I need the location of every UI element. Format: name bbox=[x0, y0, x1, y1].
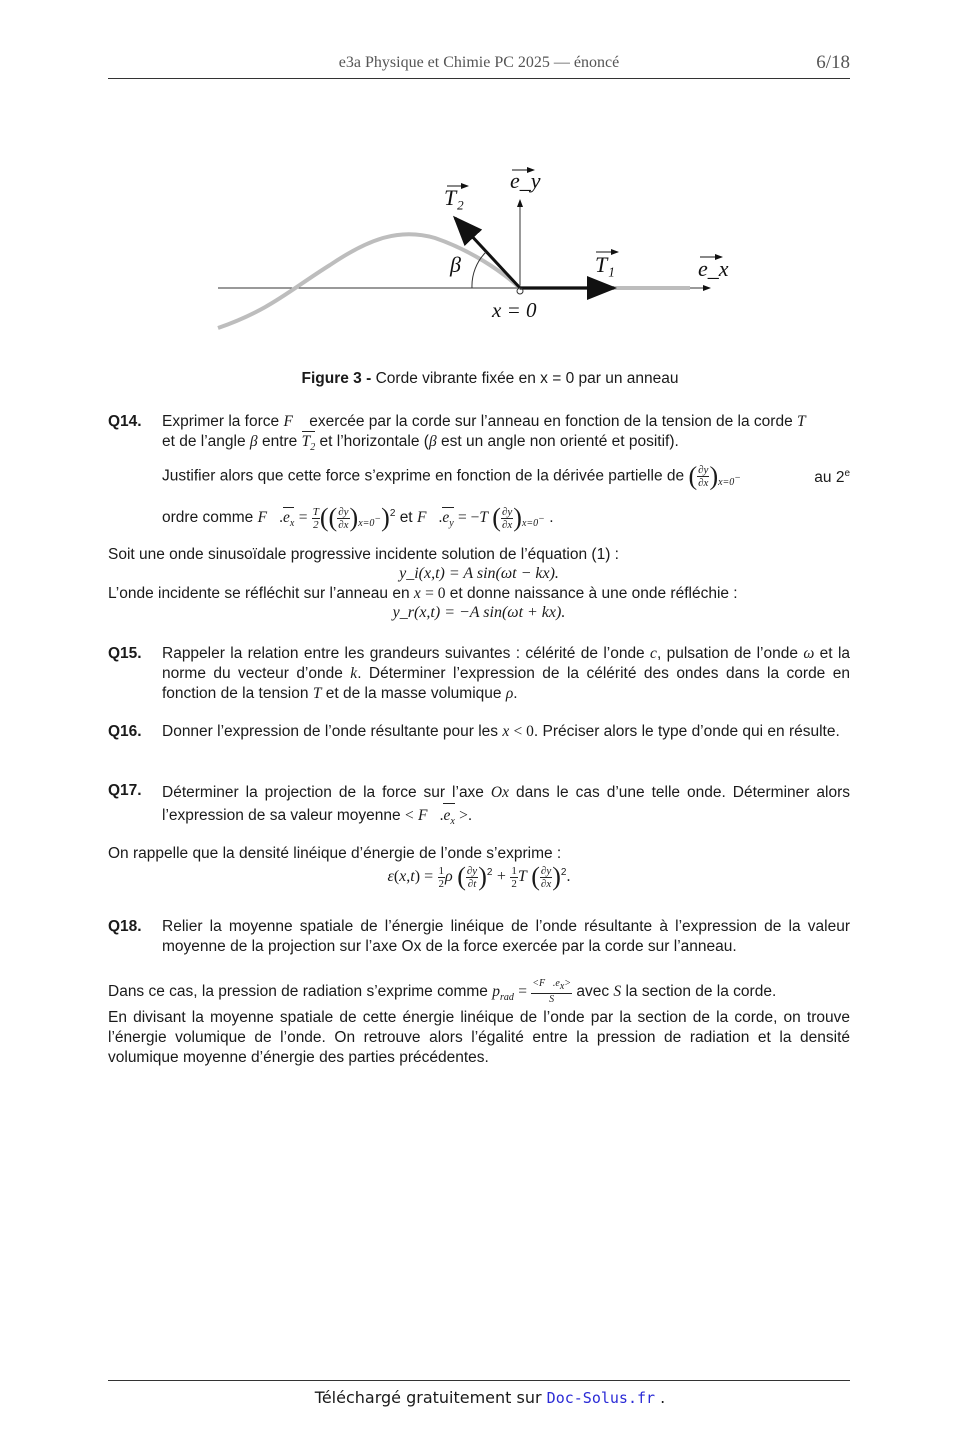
equation-energy-density: ε(x,t) = $\frac{1}{2}$ ρ ( $\frac{\partial y}{\partial t}$ )$^2$ + $\frac{1}{2}$ T ( $\frac{\partial y}{\partial x}$ )$^2$. bbox=[387, 862, 571, 891]
page-footer: Téléchargé gratuitement sur Doc-Solus.fr . bbox=[314, 1388, 666, 1407]
question-number: Q14. bbox=[108, 413, 142, 430]
question-14 bbox=[108, 412, 850, 534]
figure-caption-bold: Figure 3 - bbox=[301, 370, 372, 387]
question-16 bbox=[108, 722, 850, 742]
question-18 bbox=[108, 917, 850, 957]
question-number: Q16. bbox=[108, 723, 142, 740]
footer-divider bbox=[108, 1380, 850, 1381]
paragraph-reflected-wave: L’onde incidente se réfléchit sur l’anneau en x = 0 et donne naissance à une onde réfléchie : bbox=[108, 585, 738, 602]
figure-caption-text: Corde vibrante fixée en x = 0 par un anneau bbox=[375, 370, 679, 387]
question-text: Exprimer la force F⃗ exercée par la corde sur l’anneau en fonction de la tension de la corde T et de l’angle β entre $T_2$ et l’horizontale (β est un angle non orienté et positif). Justifier alors que cette force s’exprime en fonction de la dérivée partielle de ( $\frac{\partial y}{\partial x}$ )$_{x=0^-}$ au 2e ordre comme $F⃗.e_x$ = $\frac{T}{2}$ (( $\frac{\partial y}{\partial x}$ )$_{x=0^-})^2$ et $F⃗.e_y = -T$ ( $\frac{\partial y}{\partial x}$ )$_{x=0^-}$ . bbox=[162, 412, 850, 534]
equation-reflected: y_r(x,t) = −A sin(ωt + kx). bbox=[392, 604, 566, 621]
question-text: Rappeler la relation entre les grandeurs suivantes : célérité de l’onde c, pulsation de l’onde ω et la norme du vecteur d’onde k. Déterminer l’expression de la célérité des ondes dans la corde en fonction de la tension T et de la masse volumique ρ. bbox=[162, 645, 851, 702]
paragraph-incident-wave: Soit une onde sinusoïdale progressive incidente solution de l’équation (1) : bbox=[108, 546, 619, 563]
string-curve bbox=[218, 234, 690, 328]
header-title: e3a Physique et Chimie PC 2025 — énoncé bbox=[338, 54, 620, 71]
paragraph-conclusion: En divisant la moyenne spatiale de cette énergie linéique de l’onde par la section de la corde, on trouve l’énergie volumique de l’onde. On retrouve alors l’égalité entre la pression de radiation et la densité volumique moyenne d’énergie des parties précédentes. bbox=[108, 1009, 850, 1067]
question-15 bbox=[108, 644, 850, 704]
question-number: Q15. bbox=[108, 645, 142, 662]
paragraph-energy-density: On rappelle que la densité linéique d’énergie de l’onde s’exprime : bbox=[108, 845, 562, 862]
paragraph-radiation-pressure: Dans ce cas, la pression de radiation s’exprime comme $p_{rad}$ = $\frac{<F⃗.e_x>}{S}$ avec S la section de la corde. En divisant la moyenne spatiale de cette énergie linéique de l’onde par la section de la corde, on trouve l’énergie volumique de l’onde. On retrouve alors l’égalité entre la pression de radiation et la densité volumique moyenne d’énergie des parties précédentes. bbox=[108, 978, 850, 1067]
figure-caption bbox=[0, 370, 980, 388]
figure-vibrating-string bbox=[210, 160, 730, 360]
question-number: Q18. bbox=[108, 918, 142, 935]
ex-label: e_x bbox=[698, 256, 729, 281]
question-text: Relier la moyenne spatiale de l’énergie linéique de l’onde résultante à l’expression de la valeur moyenne de la projection sur l’axe Ox de la force exercée par la corde sur l’anneau. bbox=[162, 918, 850, 955]
t2-arrow bbox=[455, 218, 520, 288]
t1-label: T₁ bbox=[595, 252, 615, 277]
question-number: Q17. bbox=[108, 782, 142, 799]
equation-incident: y_i(x,t) = A sin(ωt − kx). bbox=[399, 565, 559, 582]
question-17 bbox=[108, 781, 850, 833]
t2-label: T₂ bbox=[444, 185, 464, 210]
question-text: Déterminer la projection de la force sur l’axe Ox dans le cas d’une telle onde. Déterminer alors l’expression de sa valeur moyenne < $F⃗.e_x$ >. bbox=[162, 781, 850, 833]
ey-label: e_y bbox=[510, 168, 541, 193]
x0-label: x = 0 bbox=[492, 298, 537, 322]
page-header bbox=[108, 52, 850, 79]
page-number: 6/18 bbox=[816, 52, 850, 73]
doc-solus-link[interactable]: Doc-Solus.fr bbox=[546, 1389, 656, 1407]
question-text: Donner l’expression de l’onde résultante pour les x < 0. Préciser alors le type d’onde qui en résulte. bbox=[162, 723, 840, 740]
beta-label: β bbox=[450, 252, 461, 277]
